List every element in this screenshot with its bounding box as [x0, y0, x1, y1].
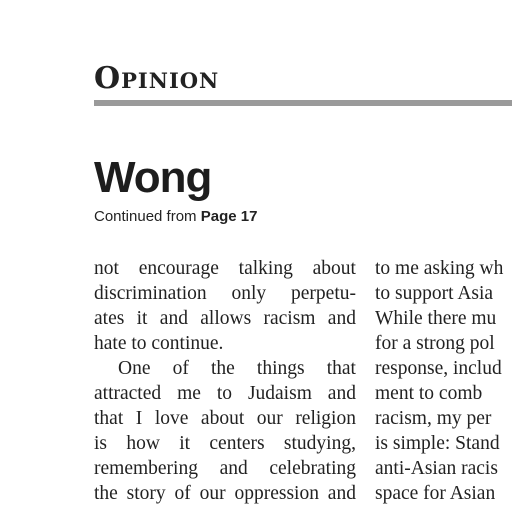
- body-word: and: [159, 308, 188, 329]
- body-word: studying,: [283, 433, 356, 454]
- article-headline: Wong: [94, 153, 212, 202]
- body-word: of: [172, 358, 189, 379]
- continued-page-link[interactable]: Page 17: [200, 208, 258, 225]
- body-column-right: [375, 256, 512, 506]
- body-word: centers: [209, 433, 265, 454]
- body-text-line: [94, 306, 356, 331]
- body-word: it: [179, 433, 191, 454]
- body-word: love: [154, 408, 189, 429]
- body-text-line: [94, 356, 356, 381]
- continued-prefix: Continued from: [94, 208, 201, 225]
- body-word: and: [327, 383, 356, 404]
- body-word: ates: [94, 308, 125, 329]
- body-word: is: [94, 433, 108, 454]
- body-word: story: [126, 483, 166, 504]
- body-text-line: is simple: Stand: [375, 433, 500, 454]
- body-word: it: [136, 308, 148, 329]
- body-text-line: space for Asian: [375, 483, 496, 504]
- body-word: not: [94, 258, 119, 279]
- body-text-line: [94, 406, 356, 431]
- body-word: I: [135, 408, 143, 429]
- body-word: religion: [295, 408, 356, 429]
- body-word: and: [327, 308, 356, 329]
- body-word: only: [231, 283, 267, 304]
- body-word: our: [256, 408, 283, 429]
- section-divider: [94, 100, 512, 106]
- body-text-line: While there mu: [375, 308, 497, 329]
- body-text-line: [94, 381, 356, 406]
- body-word: One: [118, 358, 151, 379]
- body-word: and: [219, 458, 248, 479]
- body-word: and: [327, 483, 356, 504]
- continuation-line: [94, 206, 257, 228]
- body-word: about: [200, 408, 245, 429]
- body-word: oppression: [234, 483, 319, 504]
- body-word: racism: [263, 308, 316, 329]
- body-column-left: [94, 256, 356, 506]
- body-word: allows: [200, 308, 252, 329]
- body-word: about: [312, 258, 356, 279]
- body-word: encourage: [138, 258, 219, 279]
- body-text-line: response, includ: [375, 358, 502, 379]
- body-text-line: racism, my per: [375, 408, 492, 429]
- body-text-line: [94, 256, 356, 281]
- body-word: that: [94, 408, 124, 429]
- body-word: talking: [238, 258, 293, 279]
- body-word: Judaism: [247, 383, 312, 404]
- body-text-line: anti-Asian racis: [375, 458, 498, 479]
- body-word: the: [210, 358, 235, 379]
- body-text-line: ment to comb: [375, 383, 483, 404]
- body-word: of: [174, 483, 191, 504]
- body-word: our: [199, 483, 226, 504]
- body-word: the: [94, 483, 118, 504]
- body-word: celebrating: [269, 458, 356, 479]
- body-text-line: hate to continue.: [94, 333, 224, 354]
- section-title: Opinion: [94, 61, 220, 96]
- body-text-line: [94, 456, 356, 481]
- body-word: me: [177, 383, 201, 404]
- body-word: discrimination: [94, 283, 207, 304]
- body-word: that: [326, 358, 356, 379]
- body-word: things: [256, 358, 305, 379]
- body-word: remembering: [94, 458, 198, 479]
- body-text-line: [94, 431, 356, 456]
- body-text-line: for a strong pol: [375, 333, 495, 354]
- body-text-line: to support Asia: [375, 283, 494, 304]
- body-word: attracted: [94, 383, 162, 404]
- body-word: how: [126, 433, 160, 454]
- body-text-line: to me asking wh: [375, 258, 504, 279]
- body-word: perpetu-: [291, 283, 356, 304]
- body-word: to: [216, 383, 232, 404]
- body-text-line: [94, 481, 356, 506]
- body-text-line: [94, 281, 356, 306]
